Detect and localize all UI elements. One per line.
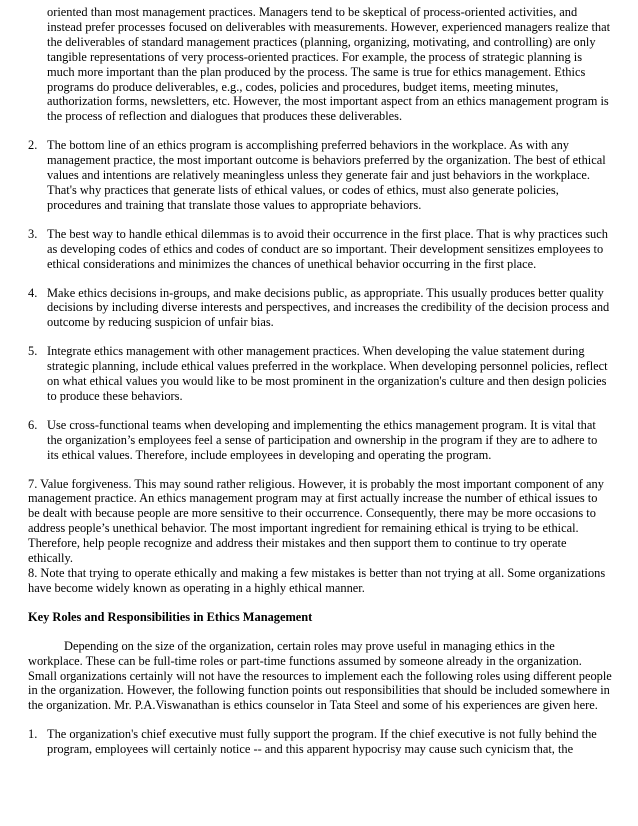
list-text: Integrate ethics management with other management practices. When developing the value statement during strategic planning, include ethical values preferred in the workplace. When developing personnel policies, reflect on what ethical values you would like to be most prominent in the organization's culture and then design policies to produce these behaviors. bbox=[47, 344, 608, 403]
list-item bbox=[28, 227, 612, 272]
list-number: 3. bbox=[28, 226, 38, 241]
list-number: 6. bbox=[28, 417, 38, 432]
list-text: The best way to handle ethical dilemmas is to avoid their occurrence in the first place. That is why practices such as developing codes of ethics and codes of conduct are so important. Their development sensitizes employees to ethical considerations and minimizes the chances of unethical behavior occurring in the first place. bbox=[47, 226, 608, 271]
paragraph-7: 7. Value forgiveness. This may sound rather religious. However, it is probably the most important component of any management practice. An ethics management program may at first actually increase the number of ethical issues to be dealt with because people are more sensitive to their occurrence. Consequently, there may be more occasions to address people’s unethical behavior. The most important ingredient for remaining ethical is trying to be ethical. Therefore, help people recognize and address their mistakes and then support them to continue to try operate ethically. bbox=[28, 476, 604, 566]
list-number: 5. bbox=[28, 344, 38, 359]
list-item bbox=[28, 138, 612, 213]
list-text: The bottom line of an ethics program is accomplishing preferred behaviors in the workplace. As with any management practice, the most important outcome is behaviors preferred by the organization. The best of ethical values and intentions are relatively meaningless unless they generate fair and just behaviors in the workplace. That's why practices that generate lists of ethical values, or codes of ethics, must also generate policies, procedures and training that translate those values to appropriate behaviors. bbox=[47, 138, 606, 212]
list-item bbox=[28, 418, 612, 463]
list-item bbox=[28, 286, 612, 331]
continuation-paragraph: oriented than most management practices. Managers tend to be skeptical of process-oriented activities, and instead prefer processes focused on deliverables with measurements. However, experienced managers realize that the deliverables of standard management practices (planning, organizing, motivating, and controlling) are only tangible representations of very process-oriented practices. For example, the process of strategic planning is much more important than the plan produced by the process. The same is true for ethics management. Ethics programs do produce deliverables, e.g., codes, policies and procedures, budget items, meeting minutes, authorization forms, newsletters, etc. However, the most important aspect from an ethics management program is the process of reflection and dialogues that produces these deliverables. bbox=[47, 5, 611, 124]
list-number: 2. bbox=[28, 138, 38, 153]
intro-paragraph: Depending on the size of the organization, certain roles may prove useful in managing ethics in the workplace. These can be full-time roles or part-time functions assumed by someone already in the organization. Small organizations certainly will not have the resources to implement each the following roles using different people in the organization. However, the following function points out responsibilities that should be included somewhere in the organization. Mr. P.A.Viswanathan is ethics counselor in Tata Steel and some of his experiences are given here. bbox=[28, 638, 612, 713]
list-item bbox=[28, 344, 612, 404]
list-item bbox=[28, 727, 612, 757]
list-number: 4. bbox=[28, 285, 38, 300]
list-number: 1. bbox=[28, 727, 38, 742]
list-text: The organization's chief executive must fully support the program. If the chief executive is not fully behind the program, employees will certainly notice -- and this apparent hypocrisy may cause such cynicism that, the bbox=[47, 727, 597, 757]
paragraph-8: 8. Note that trying to operate ethically and making a few mistakes is better than not trying at all. Some organizations have become widely known as operating in a highly ethical manner. bbox=[28, 566, 606, 595]
list-text: Use cross-functional teams when developing and implementing the ethics management program. It is vital that the organization’s employees feel a sense of participation and ownership in the program if they are to adhere to its ethical values. Therefore, include employees in developing and operating the program. bbox=[47, 417, 598, 462]
section-heading: Key Roles and Responsibilities in Ethics Management bbox=[28, 609, 313, 624]
list-text: Make ethics decisions in-groups, and make decisions public, as appropriate. This usually produces better quality decisions by including diverse interests and perspectives, and increases the credibility of the decision process and outcome by reducing suspicion of unfair bias. bbox=[47, 285, 610, 330]
